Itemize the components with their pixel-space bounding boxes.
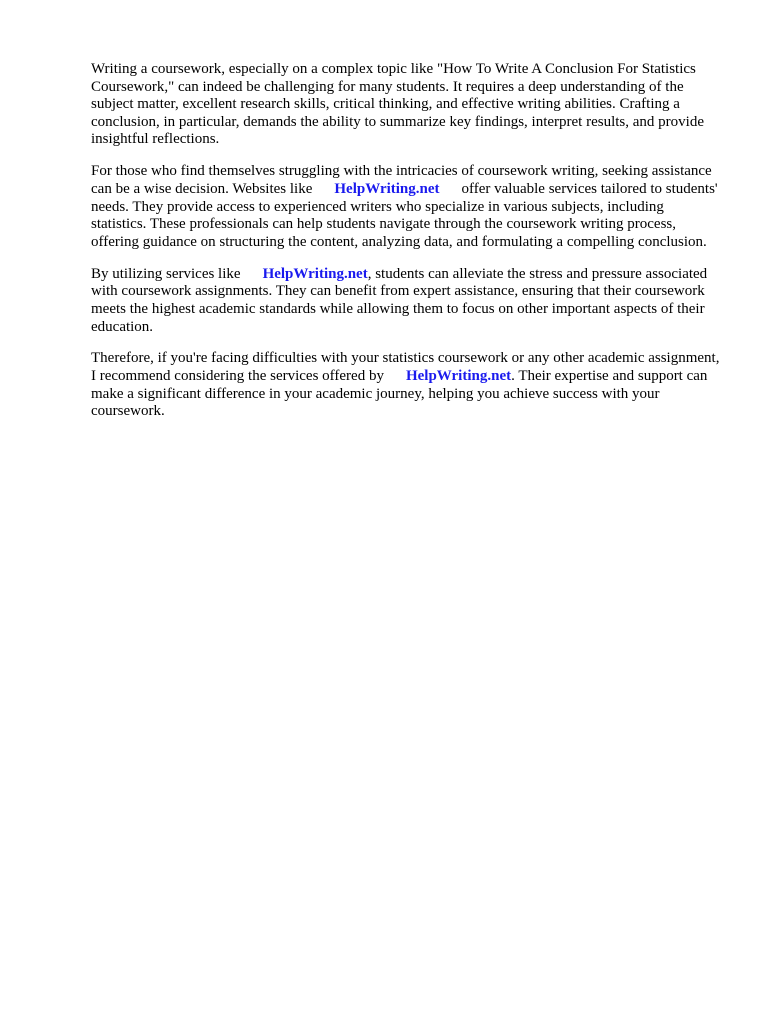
paragraph-text-before: Therefore, if you're facing difficulties with your statistics coursework or any other academic assignment, I recommend considering the services offered by <box>91 350 720 385</box>
paragraph-text-before: For those who find themselves struggling with the intricacies of coursework writing, seeking assistance can be a wise decision. Websites like <box>91 163 712 197</box>
paragraph-text-after: offer valuable services tailored to students' needs. They provide access to experienced writers who specialize in various subjects, including statistics. These professionals can help students navigate through the coursework writing process, offering guidance on structuring the content, analyzing data, and formulating a compelling conclusion. <box>91 180 718 250</box>
paragraph-text-before: By utilizing services like <box>91 265 241 282</box>
paragraph-intro <box>91 61 723 149</box>
paragraph-text-after: , students can alleviate the stress and pressure associated with coursework assignments. They can benefit from expert assistance, ensuring that their coursework meets the highest academic standards while allowing them to focus on other important aspects of their education. <box>91 265 708 335</box>
paragraph-text-after: . Their expertise and support can make a significant difference in your academic journey, helping you achieve success with your coursework. <box>91 368 708 420</box>
paragraph-text: Writing a coursework, especially on a complex topic like "How To Write A Conclusion For Statistics Coursework," can indeed be challenging for many students. It requires a deep understanding of the subject matter, excellent research skills, critical thinking, and effective writing abilities. Crafting a conclusion, in particular, demands the ability to summarize key findings, interpret results, and provide insightful reflections. <box>91 61 704 148</box>
helpwriting-link[interactable]: HelpWriting.net <box>405 368 512 385</box>
paragraph-benefits <box>91 266 723 336</box>
paragraph-assistance <box>91 163 723 251</box>
helpwriting-link[interactable]: HelpWriting.net <box>334 180 440 197</box>
document-body <box>91 61 723 435</box>
paragraph-recommendation <box>91 350 723 420</box>
helpwriting-link[interactable]: HelpWriting.net <box>262 265 368 282</box>
